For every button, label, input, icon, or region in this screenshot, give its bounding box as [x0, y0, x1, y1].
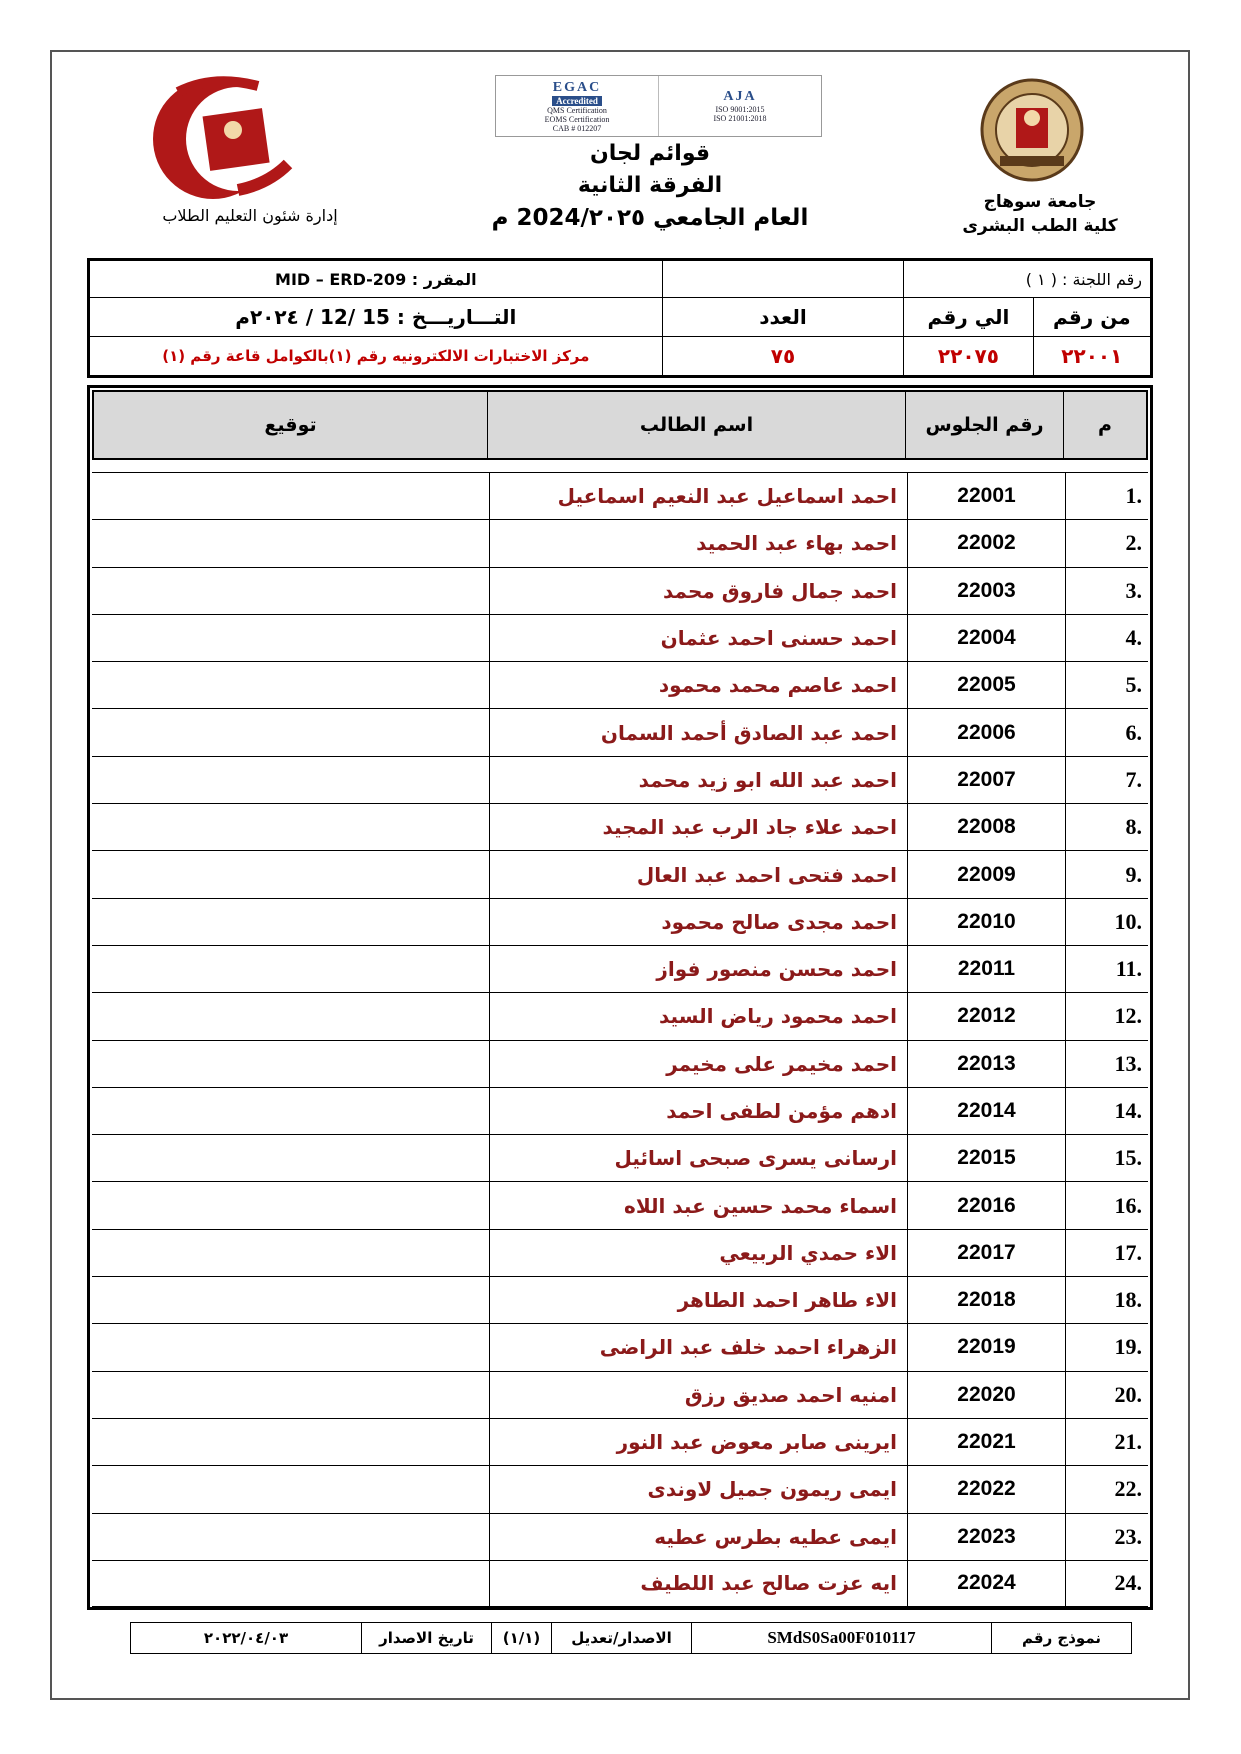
row-number: 14.	[1065, 1088, 1148, 1134]
signature-cell[interactable]	[92, 1324, 489, 1370]
signature-cell[interactable]	[92, 473, 489, 519]
table-row	[92, 472, 1148, 519]
to-label: الي رقم	[903, 298, 1032, 336]
to-value: ٢٢٠٧٥	[903, 337, 1032, 375]
seat-number: 22004	[907, 615, 1065, 661]
seat-number: 22011	[907, 946, 1065, 992]
row-number: 23.	[1065, 1514, 1148, 1560]
signature-cell[interactable]	[92, 993, 489, 1039]
faculty-name: كلية الطب البشرى	[962, 216, 1118, 236]
from-label: من رقم	[1033, 298, 1150, 336]
student-name: احمد عبد الصادق أحمد السمان	[489, 709, 907, 755]
form-footer	[130, 1622, 1132, 1654]
student-name: احمد محمود رياض السيد	[489, 993, 907, 1039]
committee-number: رقم اللجنة : ( ١ )	[903, 261, 1150, 297]
row-number: 24.	[1065, 1561, 1148, 1606]
faculty-logo	[118, 72, 308, 207]
committee-info-table	[87, 258, 1153, 378]
row-number: 10.	[1065, 899, 1148, 945]
seat-number: 22002	[907, 520, 1065, 566]
seat-number: 22017	[907, 1230, 1065, 1276]
table-row	[92, 1371, 1148, 1418]
seat-number: 22024	[907, 1561, 1065, 1606]
row-number: 1.	[1065, 473, 1148, 519]
seat-number: 22021	[907, 1419, 1065, 1465]
student-name: احمد جمال فاروق محمد	[489, 568, 907, 614]
student-name: احمد فتحى احمد عبد العال	[489, 851, 907, 897]
table-row	[92, 1276, 1148, 1323]
table-row	[92, 1418, 1148, 1465]
table-body	[90, 472, 1150, 1607]
row-number: 3.	[1065, 568, 1148, 614]
university-seal	[980, 78, 1085, 183]
student-name: احمد اسماعيل عبد النعيم اسماعيل	[489, 473, 907, 519]
row-number: 13.	[1065, 1041, 1148, 1087]
university-name: جامعة سوهاج	[983, 192, 1097, 212]
student-name: ايرينى صابر معوض عبد النور	[489, 1419, 907, 1465]
row-number: 12.	[1065, 993, 1148, 1039]
signature-cell[interactable]	[92, 1419, 489, 1465]
row-number: 2.	[1065, 520, 1148, 566]
seat-number: 22016	[907, 1182, 1065, 1228]
table-row	[92, 1181, 1148, 1228]
title-year-group: الفرقة الثانية	[577, 173, 723, 198]
count-value: ٧٥	[662, 337, 904, 375]
student-name: ادهم مؤمن لطفى احمد	[489, 1088, 907, 1134]
seat-number: 22008	[907, 804, 1065, 850]
table-row	[92, 1229, 1148, 1276]
from-value: ٢٢٠٠١	[1033, 337, 1150, 375]
row-number: 5.	[1065, 662, 1148, 708]
egac-badge: EGAC Accredited QMS Certification EOMS Certification CAB # 012207	[496, 76, 659, 136]
table-row	[92, 850, 1148, 897]
row-number: 9.	[1065, 851, 1148, 897]
student-table	[87, 385, 1153, 1610]
table-row	[92, 756, 1148, 803]
row-number: 7.	[1065, 757, 1148, 803]
info-row-3	[90, 337, 1150, 375]
signature-cell[interactable]	[92, 1277, 489, 1323]
table-row	[92, 1323, 1148, 1370]
seat-number: 22001	[907, 473, 1065, 519]
table-header	[92, 390, 1148, 460]
issue-date-label: تاريخ الاصدار	[361, 1623, 491, 1653]
row-number: 16.	[1065, 1182, 1148, 1228]
seat-number: 22009	[907, 851, 1065, 897]
student-name: ايمى ريمون جميل لاوندى	[489, 1466, 907, 1512]
course-code: المقرر : MID – ERD-209	[275, 269, 477, 289]
seat-number: 22020	[907, 1372, 1065, 1418]
signature-cell[interactable]	[92, 946, 489, 992]
seat-number: 22010	[907, 899, 1065, 945]
header-name: اسم الطالب	[487, 392, 905, 458]
seat-number: 22005	[907, 662, 1065, 708]
row-number: 21.	[1065, 1419, 1148, 1465]
student-name: احمد مخيمر على مخيمر	[489, 1041, 907, 1087]
table-row	[92, 614, 1148, 661]
table-row	[92, 1513, 1148, 1560]
seat-number: 22003	[907, 568, 1065, 614]
signature-cell[interactable]	[92, 804, 489, 850]
signature-cell[interactable]	[92, 851, 489, 897]
student-name: الزهراء احمد خلف عبد الراضى	[489, 1324, 907, 1370]
signature-cell[interactable]	[92, 1088, 489, 1134]
signature-cell[interactable]	[92, 1466, 489, 1512]
student-name: امنيه احمد صديق رزق	[489, 1372, 907, 1418]
department-label: إدارة شئون التعليم الطلاب	[162, 206, 338, 225]
student-name: احمد علاء جاد الرب عبد المجيد	[489, 804, 907, 850]
signature-cell[interactable]	[92, 1514, 489, 1560]
table-row	[92, 567, 1148, 614]
row-number: 8.	[1065, 804, 1148, 850]
table-row	[92, 945, 1148, 992]
form-label: نموذج رقم	[991, 1623, 1131, 1653]
row-number: 18.	[1065, 1277, 1148, 1323]
student-name: احمد عاصم محمد محمود	[489, 662, 907, 708]
table-row	[92, 1465, 1148, 1512]
info-empty-cell	[662, 261, 904, 297]
student-name: ارسانى يسرى صبحى اسائيل	[489, 1135, 907, 1181]
row-number: 22.	[1065, 1466, 1148, 1512]
university-name-block	[950, 190, 1130, 238]
row-number: 4.	[1065, 615, 1148, 661]
seat-number: 22006	[907, 709, 1065, 755]
seat-number: 22012	[907, 993, 1065, 1039]
student-name: الاء حمدي الربيعي	[489, 1230, 907, 1276]
count-label: العدد	[662, 298, 904, 336]
seat-number: 22013	[907, 1041, 1065, 1087]
student-name: احمد حسنى احمد عثمان	[489, 615, 907, 661]
signature-cell[interactable]	[92, 1230, 489, 1276]
exam-date: التـــاريـــخ : 15 /12 / ٢٠٢٤م	[235, 305, 517, 329]
form-code: SMdS0Sa00F010117	[691, 1623, 991, 1653]
signature-cell[interactable]	[92, 1135, 489, 1181]
aja-badge: AJA ISO 9001:2015 ISO 21001:2018	[713, 89, 767, 123]
header-num: م	[1063, 392, 1146, 458]
exam-location: مركز الاختبارات الالكترونيه رقم (١)بالكوامل قاعة رقم (١)	[162, 347, 590, 365]
info-row-2	[90, 298, 1150, 337]
table-row	[92, 708, 1148, 755]
seat-number: 22015	[907, 1135, 1065, 1181]
seat-number: 22018	[907, 1277, 1065, 1323]
signature-cell[interactable]	[92, 568, 489, 614]
title-lists: قوائم لجان	[589, 141, 711, 166]
student-name: اسماء محمد حسين عبد اللاه	[489, 1182, 907, 1228]
header-seat: رقم الجلوس	[905, 392, 1063, 458]
row-number: 11.	[1065, 946, 1148, 992]
seat-number: 22023	[907, 1514, 1065, 1560]
table-row	[92, 898, 1148, 945]
table-row	[92, 803, 1148, 850]
student-name: ايه عزت صالح عبد اللطيف	[489, 1561, 907, 1606]
table-row	[92, 992, 1148, 1039]
issue-date-value: ٢٠٢٢/٠٤/٠٣	[203, 1629, 289, 1647]
signature-cell[interactable]	[92, 662, 489, 708]
seat-number: 22007	[907, 757, 1065, 803]
signature-cell[interactable]	[92, 899, 489, 945]
signature-cell[interactable]	[92, 1372, 489, 1418]
header-signature: توقيع	[264, 414, 317, 436]
certification-badges	[495, 75, 822, 137]
title-academic-year: العام الجامعي 2024/٢٠٢٥ م	[491, 205, 809, 231]
signature-cell[interactable]	[92, 615, 489, 661]
student-name: الاء طاهر احمد الطاهر	[489, 1277, 907, 1323]
issue-label: الاصدار/تعديل	[551, 1623, 691, 1653]
table-row	[92, 1134, 1148, 1181]
signature-cell[interactable]	[92, 1561, 489, 1606]
student-name: احمد بهاء عبد الحميد	[489, 520, 907, 566]
row-number: 19.	[1065, 1324, 1148, 1370]
row-number: 17.	[1065, 1230, 1148, 1276]
student-name: احمد مجدى صالح محمود	[489, 899, 907, 945]
row-number: 15.	[1065, 1135, 1148, 1181]
table-row	[92, 1040, 1148, 1087]
table-row	[92, 661, 1148, 708]
student-name: ايمى عطيه بطرس عطيه	[489, 1514, 907, 1560]
table-row	[92, 1087, 1148, 1134]
signature-cell[interactable]	[92, 520, 489, 566]
table-row	[92, 1560, 1148, 1607]
row-number: 6.	[1065, 709, 1148, 755]
document-title	[450, 138, 850, 234]
seat-number: 22019	[907, 1324, 1065, 1370]
issue-value: (١/١)	[491, 1623, 551, 1653]
signature-cell[interactable]	[92, 1041, 489, 1087]
student-name: احمد عبد الله ابو زيد محمد	[489, 757, 907, 803]
table-row	[92, 519, 1148, 566]
student-name: احمد محسن منصور فواز	[489, 946, 907, 992]
seat-number: 22014	[907, 1088, 1065, 1134]
signature-cell[interactable]	[92, 709, 489, 755]
seat-number: 22022	[907, 1466, 1065, 1512]
row-number: 20.	[1065, 1372, 1148, 1418]
info-row-1	[90, 261, 1150, 298]
signature-cell[interactable]	[92, 757, 489, 803]
signature-cell[interactable]	[92, 1182, 489, 1228]
